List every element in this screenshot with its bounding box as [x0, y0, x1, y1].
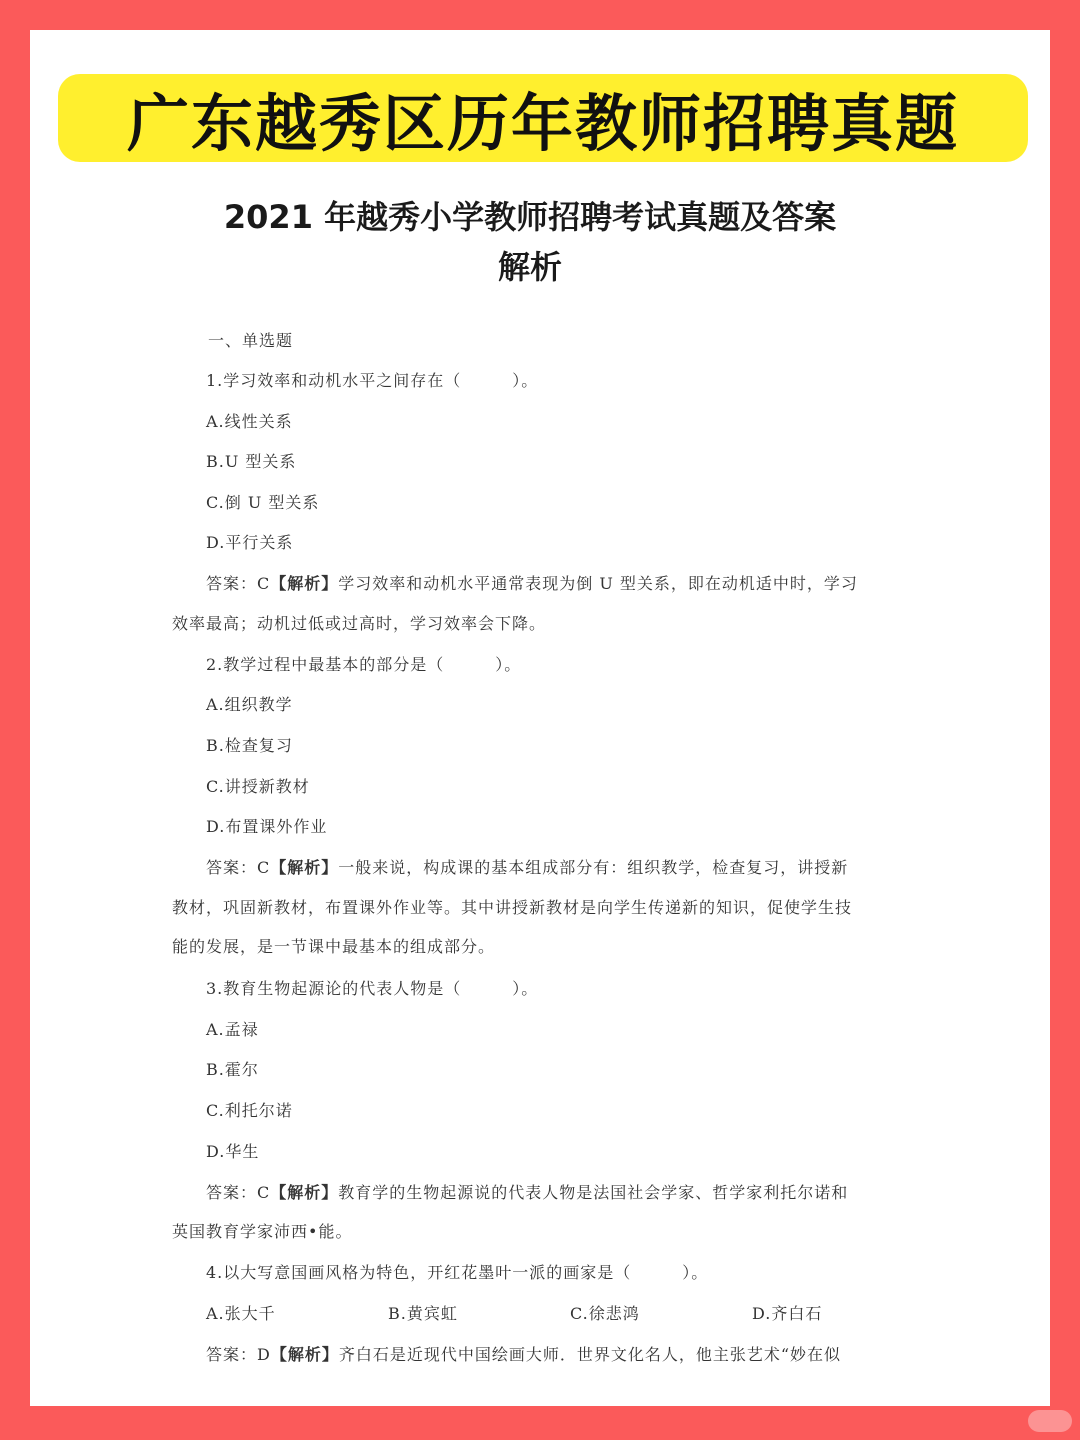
- answer-text: 学习效率和动机水平通常表现为倒 U 型关系，即在动机适中时，学习: [338, 574, 858, 593]
- watermark-badge: [1028, 1410, 1072, 1432]
- question-option: D.平行关系: [206, 533, 294, 552]
- answer-line: [206, 571, 858, 594]
- question-option: B.U 型关系: [206, 452, 297, 471]
- question-option: A.孟禄: [206, 1020, 259, 1039]
- analysis-tag: 【解析】: [270, 574, 339, 593]
- section-heading: 一、单选题: [208, 331, 294, 350]
- answer-continuation: 能的发展，是一节课中最基本的组成部分。: [172, 937, 496, 956]
- analysis-tag: 【解析】: [270, 1183, 339, 1202]
- analysis-tag: 【解析】: [270, 1345, 339, 1364]
- answer-line: [206, 1180, 848, 1203]
- title-banner: [58, 74, 1028, 162]
- answer-continuation: 英国教育学家沛西•能。: [172, 1222, 353, 1241]
- question-option: B.检查复习: [206, 736, 293, 755]
- question-option: C.倒 U 型关系: [206, 493, 320, 512]
- question-stem: 2.教学过程中最基本的部分是（ ）。: [206, 655, 522, 674]
- document-title-line2: 解析: [497, 248, 562, 286]
- document-page: [30, 30, 1050, 1406]
- question-option: A.张大千: [206, 1304, 276, 1323]
- answer-prefix: 答案：C: [206, 574, 271, 593]
- answer-text: 教育学的生物起源说的代表人物是法国社会学家、哲学家利托尔诺和: [338, 1183, 849, 1202]
- question-stem: 3.教育生物起源论的代表人物是（ ）。: [206, 979, 539, 998]
- question-option: C.利托尔诺: [206, 1101, 293, 1120]
- answer-continuation: 教材，巩固新教材，布置课外作业等。其中讲授新教材是向学生传递新的知识，促使学生技: [172, 898, 853, 917]
- answer-line: [206, 1342, 841, 1365]
- question-stem: 1.学习效率和动机水平之间存在（ ）。: [206, 371, 539, 390]
- answer-line: [206, 855, 848, 878]
- question-option: C.徐悲鸿: [570, 1304, 640, 1323]
- question-option: D.齐白石: [752, 1304, 823, 1323]
- answer-prefix: 答案：C: [206, 858, 271, 877]
- banner-title: 广东越秀区历年教师招聘真题: [126, 86, 959, 160]
- answer-prefix: 答案：D: [206, 1345, 271, 1364]
- question-option: D.布置课外作业: [206, 817, 328, 836]
- analysis-tag: 【解析】: [270, 858, 339, 877]
- question-option: C.讲授新教材: [206, 777, 310, 796]
- question-option: A.组织教学: [206, 695, 293, 714]
- answer-text: 一般来说，构成课的基本组成部分有：组织教学，检查复习，讲授新: [338, 858, 849, 877]
- question-option: A.线性关系: [206, 412, 293, 431]
- answer-prefix: 答案：C: [206, 1183, 271, 1202]
- question-option: D.华生: [206, 1142, 260, 1161]
- question-option: B.霍尔: [206, 1060, 259, 1079]
- answer-continuation: 效率最高；动机过低或过高时，学习效率会下降。: [172, 614, 547, 633]
- question-option: B.黄宾虹: [388, 1304, 458, 1323]
- document-title-line1: 2021 年越秀小学教师招聘考试真题及答案: [223, 198, 837, 236]
- answer-text: 齐白石是近现代中国绘画大师．世界文化名人，他主张艺术“妙在似: [338, 1345, 842, 1364]
- question-stem: 4.以大写意国画风格为特色，开红花墨叶一派的画家是（ ）。: [206, 1263, 709, 1282]
